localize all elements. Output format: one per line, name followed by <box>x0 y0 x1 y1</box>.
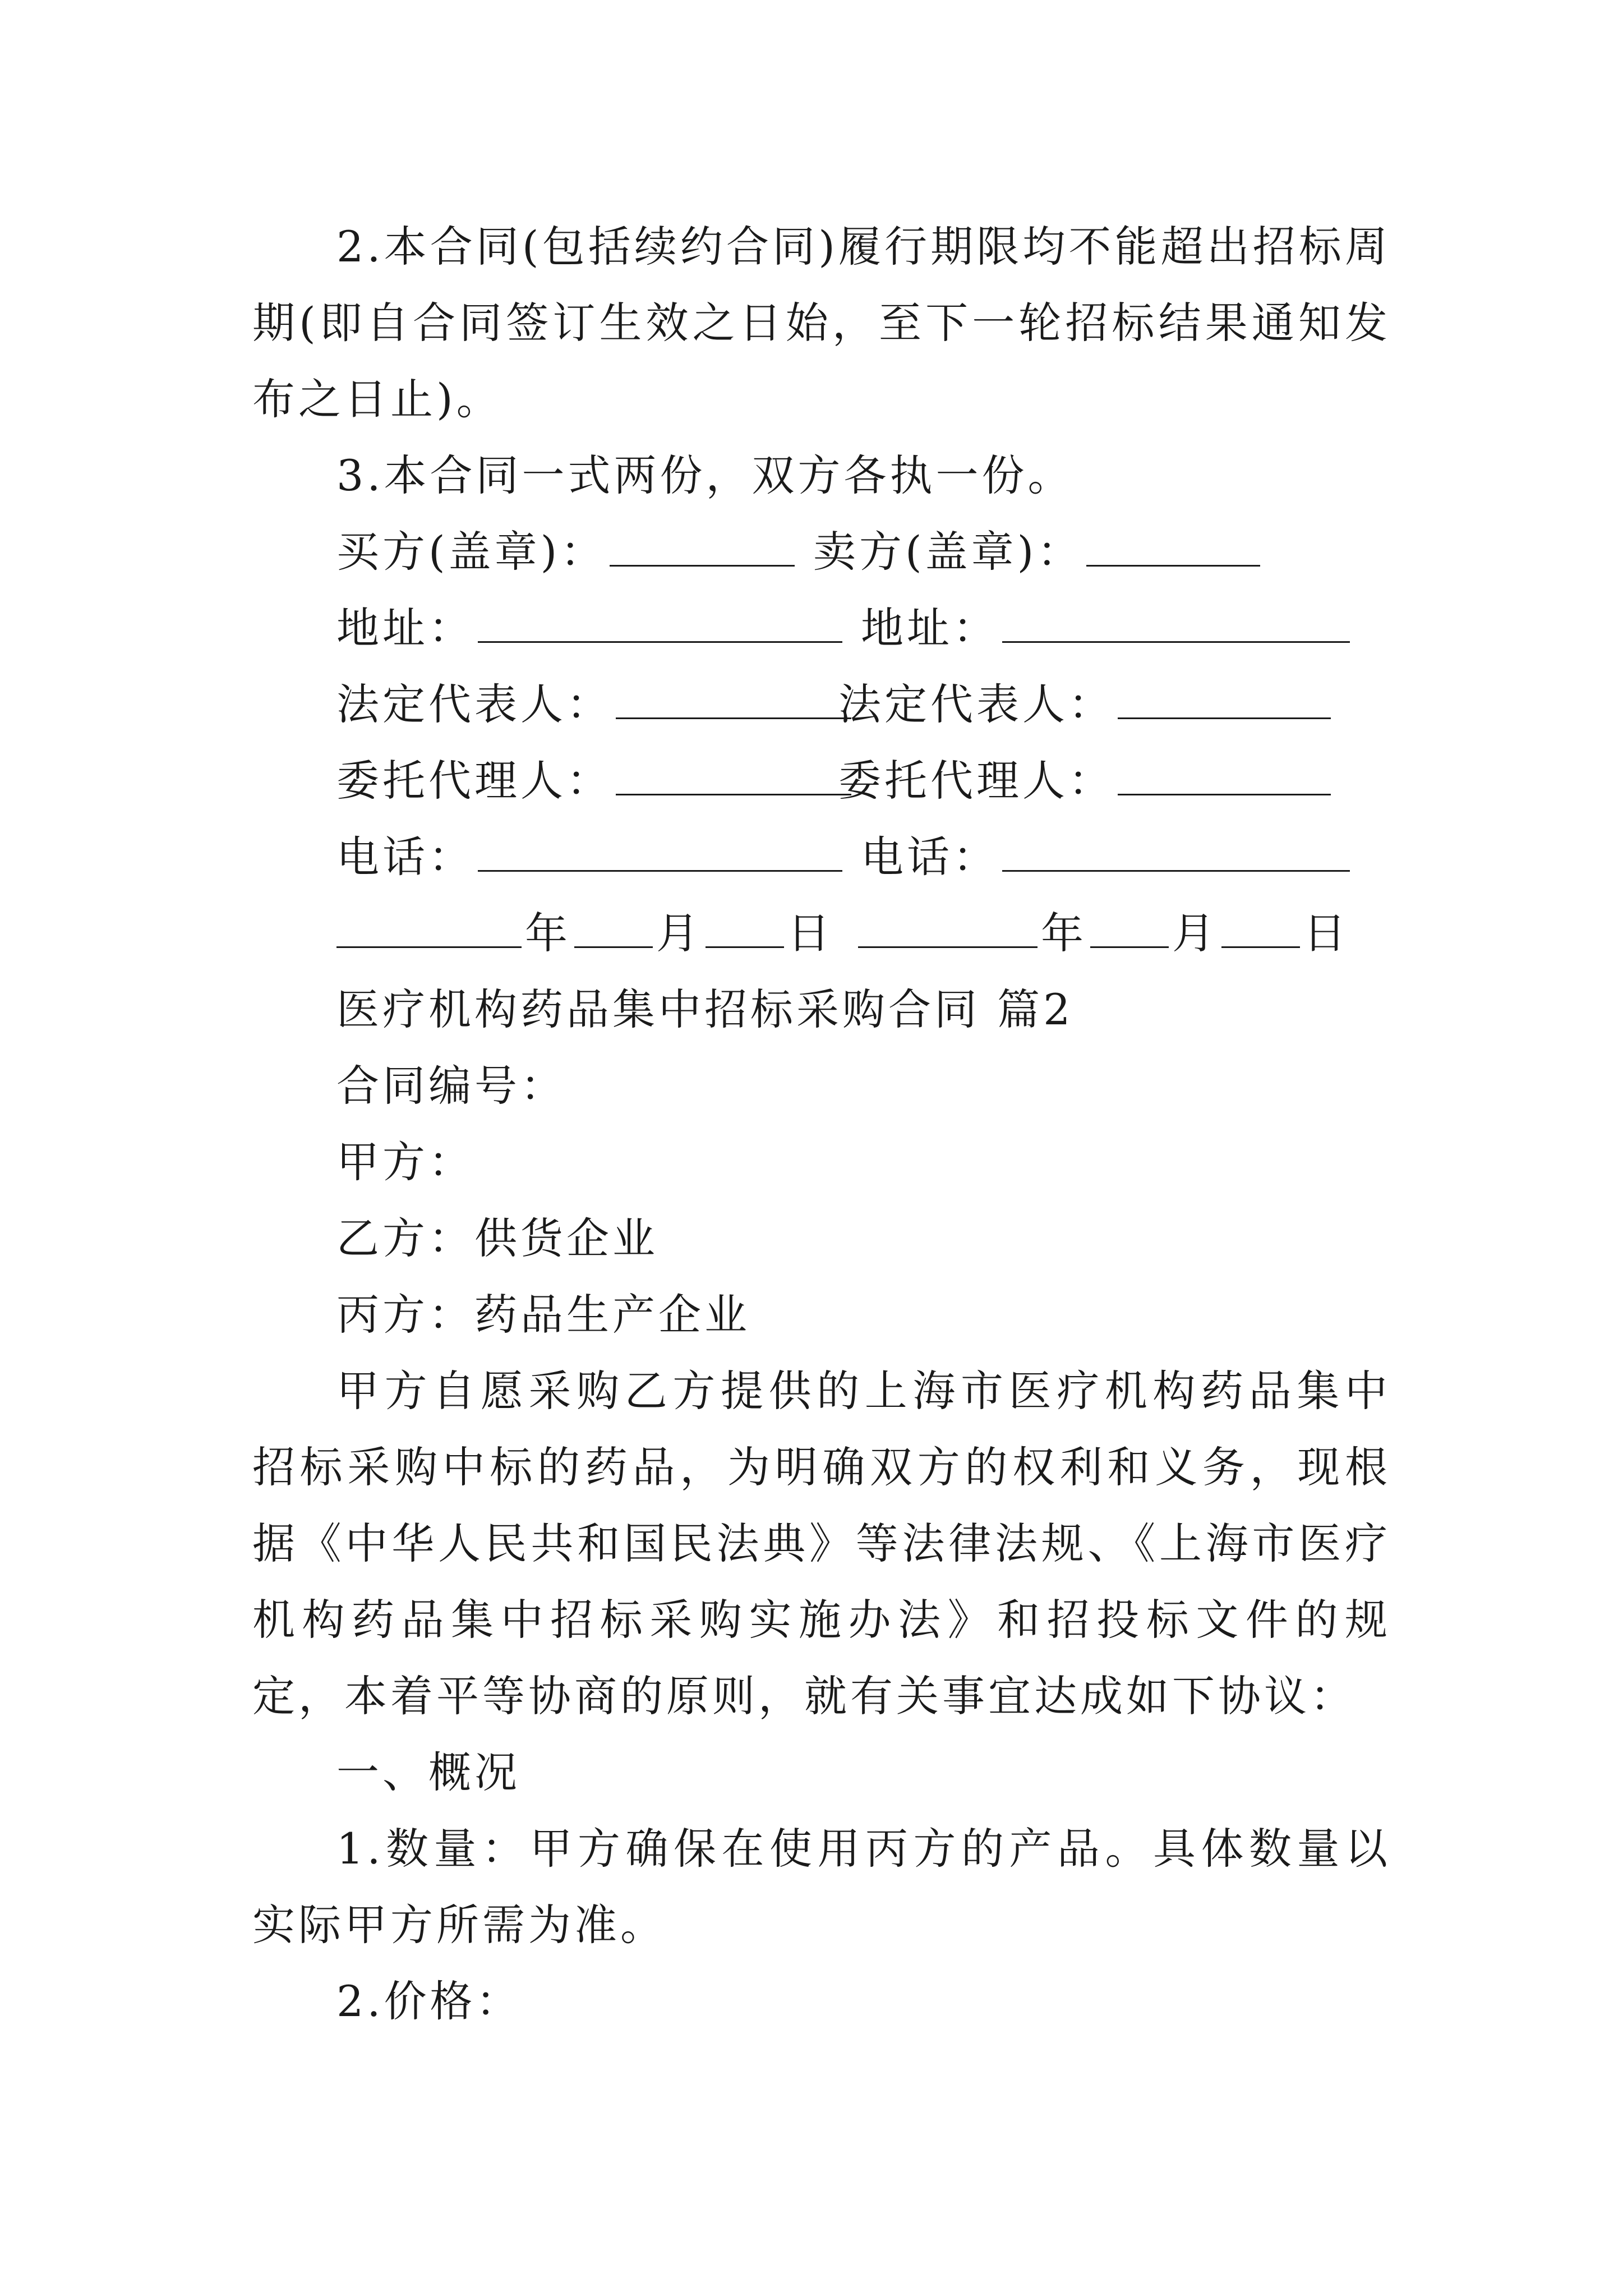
agent-left-label: 委托代理人： <box>336 756 612 806</box>
date-right: 年 月 日 <box>858 895 1349 972</box>
rep-right-label: 法定代表人： <box>838 679 1114 729</box>
section-title: 医疗机构药品集中招标采购合同 篇2 <box>336 984 1074 1034</box>
phone-left-label: 电话： <box>336 832 474 882</box>
address-right-label: 地址： <box>861 603 999 653</box>
signature-row-agent <box>336 743 1402 819</box>
agent-left-blank <box>616 749 851 795</box>
buyer-seal-label: 买方(盖章)： <box>336 527 607 577</box>
rep-left-blank <box>616 673 851 719</box>
seller-seal-blank <box>1086 520 1260 567</box>
signature-row-address <box>336 590 1402 666</box>
signature-row-date <box>336 895 1402 972</box>
item-quantity: 1.数量：甲方确保在使用丙方的产品。具体数量以实际甲方所需为准。 <box>252 1824 1391 1950</box>
buyer-seal-blank <box>610 520 795 567</box>
rep-right-blank <box>1118 673 1331 719</box>
agent-right-label: 委托代理人： <box>838 756 1114 806</box>
address-left-label: 地址： <box>336 603 474 653</box>
clause-copies: 3.本合同一式两份，双方各执一份。 <box>336 450 1074 500</box>
contract-number-label: 合同编号： <box>336 1061 566 1111</box>
item-price: 2.价格： <box>336 1976 522 2026</box>
seller-seal-label: 卖方(盖章)： <box>813 527 1083 577</box>
rep-left-label: 法定代表人： <box>336 679 612 729</box>
signature-row-seal <box>336 514 1402 590</box>
heading-overview: 一、概况 <box>336 1747 520 1797</box>
party-c: 丙方：药品生产企业 <box>336 1290 750 1340</box>
signature-row-representative <box>336 666 1402 743</box>
address-left-blank <box>478 596 842 643</box>
party-a: 甲方： <box>336 1137 474 1187</box>
phone-left-blank <box>478 825 842 872</box>
clause-term: 2.本合同(包括续约合同)履行期限均不能超出招标周期(即自合同签订生效之日始，至下一轮招标结果通知发布之日止)。 <box>252 222 1391 424</box>
party-b: 乙方：供货企业 <box>336 1213 658 1263</box>
date-left: 年 月 日 <box>336 895 833 972</box>
intro-paragraph: 甲方自愿采购乙方提供的上海市医疗机构药品集中招标采购中标的药品，为明确双方的权利和义务，现根据《中华人民共和国民法典》等法律法规、《上海市医疗机构药品集中招标采购实施办法》和招投标文件的规定，本着平等协商的原则，就有关事宜达成如下协议： <box>252 1366 1391 1721</box>
agent-right-blank <box>1118 749 1331 795</box>
address-right-blank <box>1002 596 1350 643</box>
phone-right-blank <box>1002 825 1350 872</box>
phone-right-label: 电话： <box>861 832 999 882</box>
signature-row-phone <box>336 819 1402 895</box>
